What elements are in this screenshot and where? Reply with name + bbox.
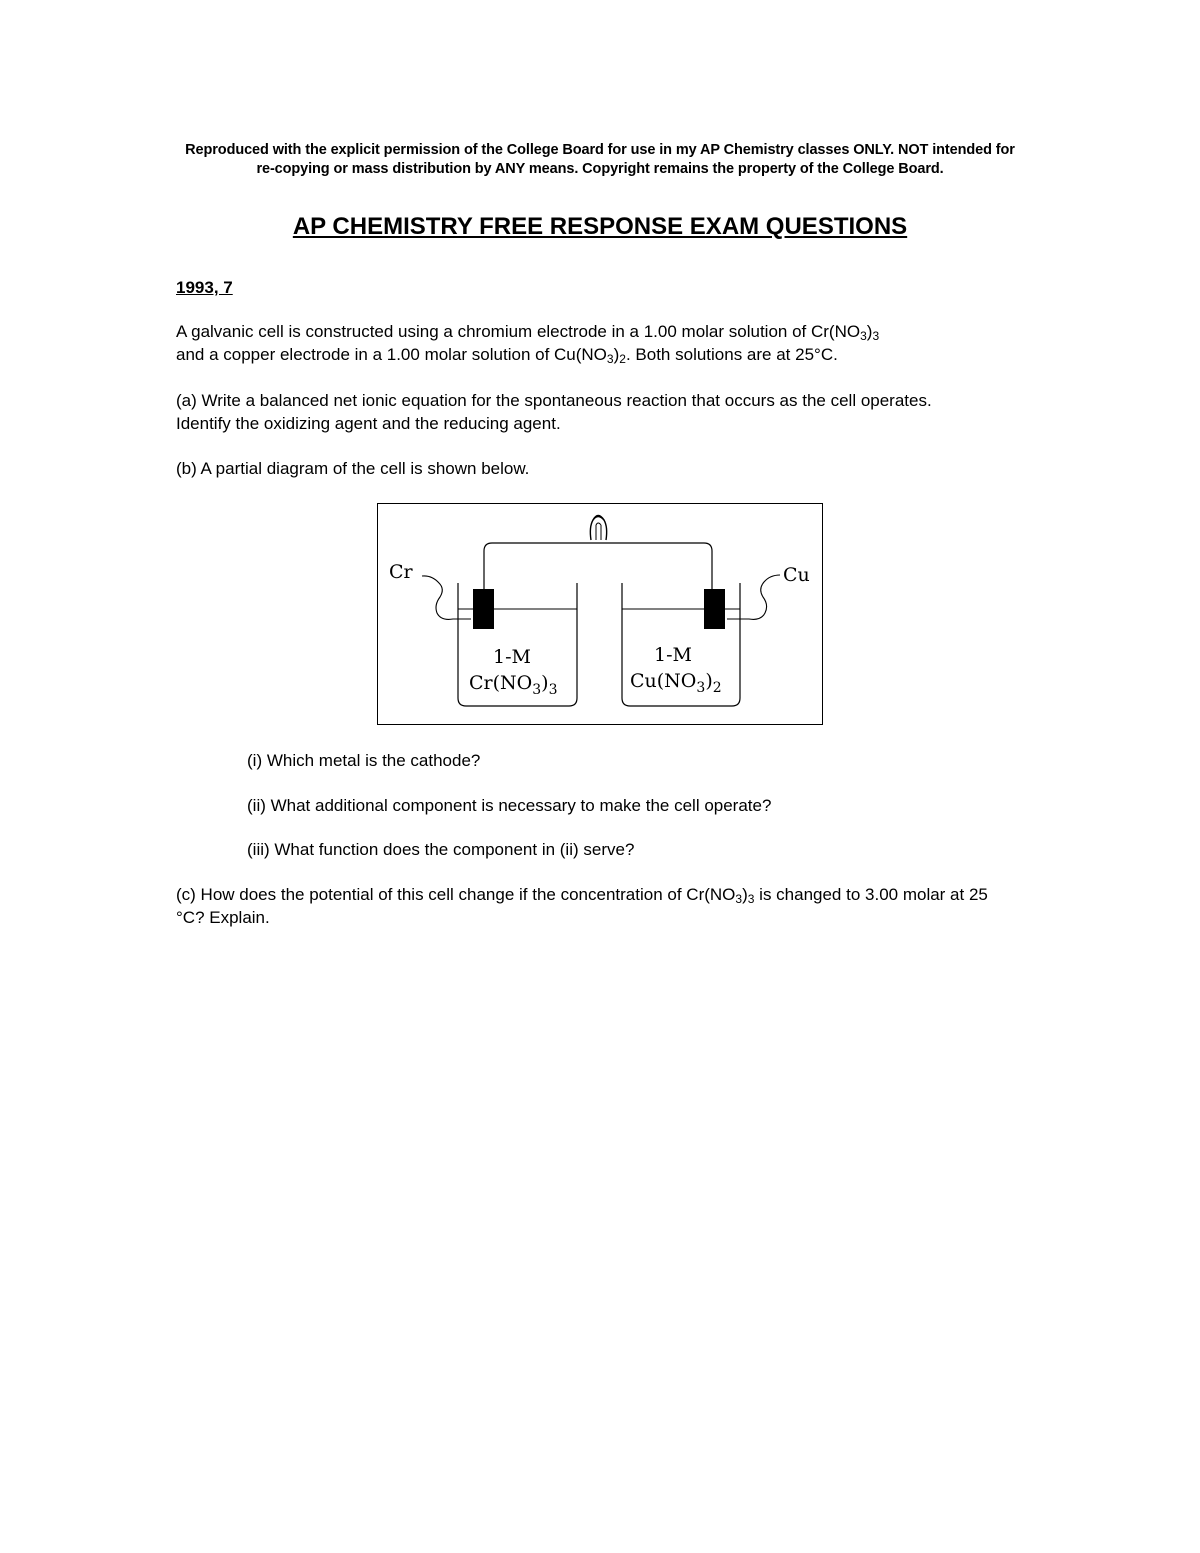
part-c-text-end: is changed to 3.00 molar at 25 °C? Explain. xyxy=(176,885,988,927)
part-a: (a) Write a balanced net ionic equation for the spontaneous reaction that occurs as the cell operates. Identify the oxidizing agent and the reducing agent. xyxy=(176,391,932,433)
cu-electrode-label: Cu xyxy=(783,564,810,586)
diagram-frame xyxy=(378,504,823,725)
part-c-text: (c) How does the potential of this cell change if the concentration of Cr(NO xyxy=(176,885,736,904)
copper-electrode xyxy=(704,589,725,629)
copyright-notice: Reproduced with the explicit permission of the College Board for use in my AP Chemistry classes ONLY. NOT intended for re-copying or mass distribution by ANY means. Copyright remains the property of the College Board. xyxy=(185,142,1015,177)
intro-line1-text: A galvanic cell is constructed using a chromium electrode in a 1.00 molar solution of Cr(NO xyxy=(176,322,861,341)
paren: ) xyxy=(866,322,873,341)
cr-electrode-label: Cr xyxy=(389,561,413,583)
subscript: 3 xyxy=(860,329,867,343)
external-wire xyxy=(484,543,712,589)
cr-label-pointer xyxy=(422,576,471,620)
cu-label-pointer xyxy=(727,575,780,619)
subscript: 3 xyxy=(747,892,755,906)
paren: ) xyxy=(742,885,748,904)
intro-line2-text: and a copper electrode in a 1.00 molar solution of Cu(NO xyxy=(176,345,607,364)
subscript: 3 xyxy=(606,352,614,366)
subscript: 3 xyxy=(735,892,743,906)
question-number: 1993, 7 xyxy=(176,278,233,297)
light-bulb-icon xyxy=(590,516,606,541)
left-solution-label: $Cr(NO_3)_3$ xyxy=(469,672,558,698)
subscript: 2 xyxy=(619,352,626,366)
right-concentration-label: 1-M xyxy=(654,644,692,666)
intro-line2-end: . Both solutions are at 25°C. xyxy=(625,345,838,364)
left-concentration-label: 1-M xyxy=(493,646,531,668)
part-b: (b) A partial diagram of the cell is shown below. xyxy=(176,459,530,478)
sub-question-ii: (ii) What additional component is necessary to make the cell operate? xyxy=(247,796,772,815)
paren: ) xyxy=(613,345,620,364)
chromium-electrode xyxy=(473,589,494,629)
right-solution-label: $Cu(NO_3)_2$ xyxy=(630,670,722,696)
sub-question-i: (i) Which metal is the cathode? xyxy=(247,751,481,770)
page-title: AP CHEMISTRY FREE RESPONSE EXAM QUESTIONS xyxy=(292,213,908,240)
question-intro xyxy=(176,320,1026,366)
sub-question-iii: (iii) What function does the component in (ii) serve? xyxy=(247,840,635,859)
subscript: 3 xyxy=(872,329,880,343)
galvanic-cell-diagram xyxy=(377,503,823,725)
part-c xyxy=(176,883,1021,929)
